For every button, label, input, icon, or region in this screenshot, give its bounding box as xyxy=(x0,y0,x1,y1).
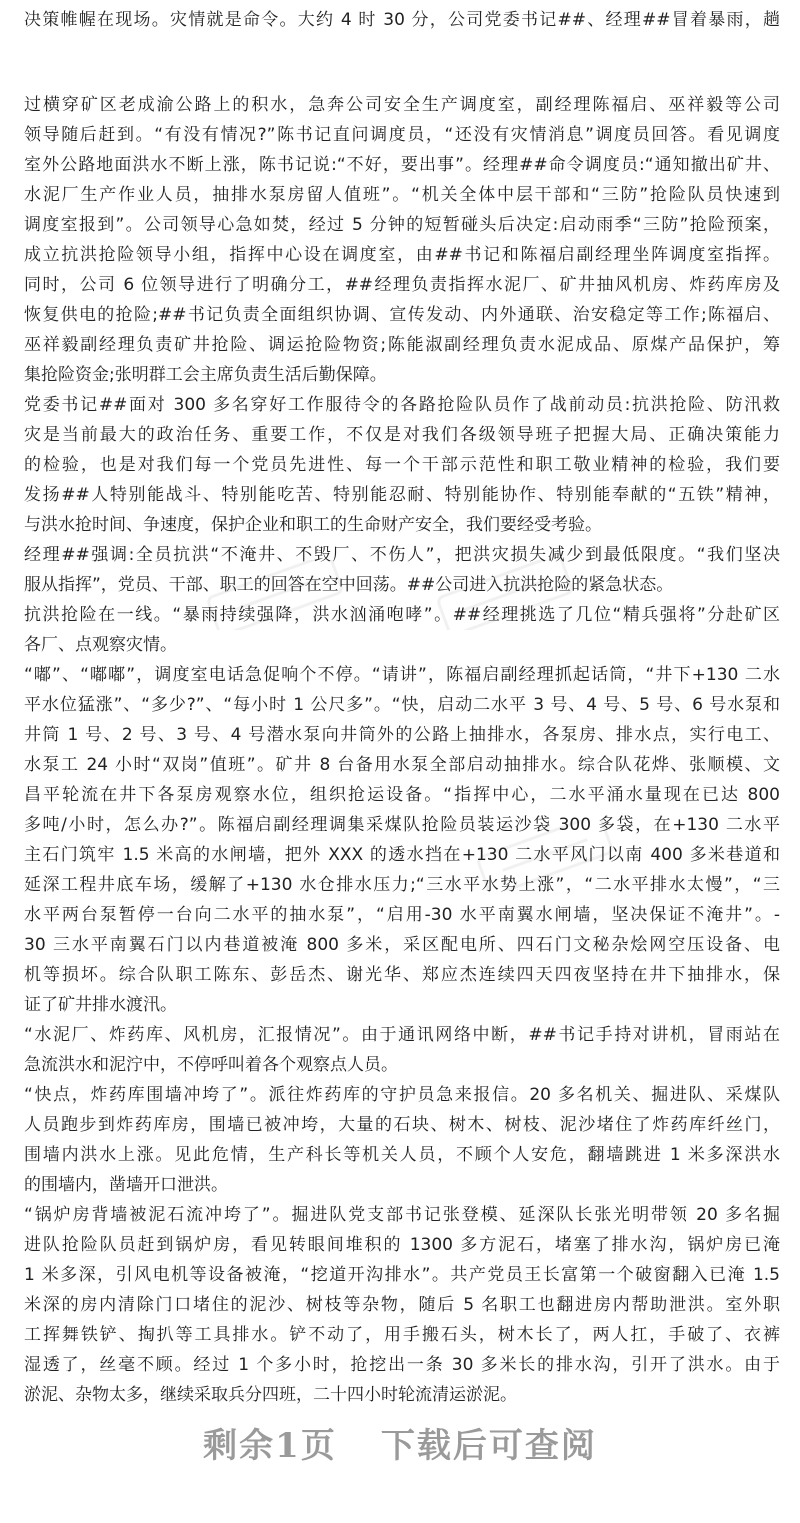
spacer xyxy=(24,40,780,90)
text-line: 30 三水平南翼石门以内巷道被淹 800 多米，采区配电所、四石门文秘杂烩网空压设备、电 xyxy=(24,935,780,955)
text-line: 水平两台泵暂停一台向二水平的抽水泵”，“启用-30 水平南翼水闸墙，坚决保证不淹井”。- xyxy=(24,905,780,925)
text-line: 服从指挥”，党员、干部、职工的回答在空中回荡。##公司进入抗洪抢险的紧急状态。 xyxy=(24,575,674,595)
text-line: 党委书记##面对 300 多名穿好工作服待令的各路抢险队员作了战前动员:抗洪抢险、防汛救 xyxy=(24,395,780,415)
text-line: 昌平轮流在井下各泵房观察水位，组织抢运设备。“指挥中心，二水平涌水量现在已达 800 xyxy=(24,785,780,805)
text-line: 湿透了，丝毫不顾。经过 1 个多小时，抢挖出一条 30 多米长的排水沟，引开了洪水。由于 xyxy=(24,1355,780,1375)
download-prompt[interactable] xyxy=(0,1418,800,1467)
text-line: 1 米多深，引风电机等设备被淹，“挖道开沟排水”。共产党员王长富第一个破窗翻入已淹 1.5 xyxy=(24,1265,780,1285)
download-to-view-label[interactable]: 下载后可查阅 xyxy=(380,1426,597,1466)
text-line: 井筒 1 号、2 号、3 号、4 号潜水泵向井筒外的公路上抽排水，各泵房、排水点，实行电工、 xyxy=(24,725,780,745)
text-line: 灾是当前最大的政治任务、重要工作，不仅是对我们各级领导班子把握大局、正确决策能力 xyxy=(24,425,780,445)
text-line: 领导随后赶到。“有没有情况?”陈书记直问调度员，“还没有灾情消息”调度员回答。看见调度 xyxy=(24,125,780,145)
text-line: 与洪水抢时间、争速度，保护企业和职工的生命财产安全，我们要经受考验。 xyxy=(24,515,602,535)
text-line: 的检验，也是对我们每一个党员先进性、每一个干部示范性和职工敬业精神的检验，我们要 xyxy=(24,455,780,475)
text-line: 调度室报到”。公司领导心急如焚，经过 5 分钟的短暂碰头后决定:启动雨季“三防”抢险预案， xyxy=(24,215,780,235)
text-line: 室外公路地面洪水不断上涨，陈书记说:“不好，要出事”。经理##命令调度员:“通知撤出矿井、 xyxy=(24,155,780,175)
text-line: “嘟”、“嘟嘟”，调度室电话急促响个不停。“请讲”，陈福启副经理抓起话筒，“井下+130 二水 xyxy=(24,665,780,685)
text-line: 成立抗洪抢险领导小组，指挥中心设在调度室，由##书记和陈福启副经理坐阵调度室指挥。 xyxy=(24,245,780,265)
text-line: 的围墙内，凿墙开口泄洪。 xyxy=(24,1175,228,1195)
text-line: “快点，炸药库围墙冲垮了”。派往炸药库的守护员急来报信。20 多名机关、掘进队、采煤队 xyxy=(24,1085,780,1105)
text-line: 抗洪抢险在一线。“暴雨持续强降，洪水汹涌咆哮”。##经理挑选了几位“精兵强将”分赴矿区 xyxy=(24,605,780,625)
text-line: 发扬##人特别能战斗、特别能吃苦、特别能忍耐、特别能协作、特别能奉献的“五铁”精神， xyxy=(24,485,780,505)
text-line: 同时，公司 6 位领导进行了明确分工，##经理负责指挥水泥厂、矿井抽风机房、炸药库房及 xyxy=(24,275,780,295)
text-line: 进队抢险队员赶到锅炉房，看见转眼间堆积的 1300 多方泥石，堵塞了排水沟，锅炉房已淹 xyxy=(24,1235,780,1255)
text-line: 工挥舞铁铲、掏扒等工具排水。铲不动了，用手搬石头，树木长了，两人扛，手破了、衣裤 xyxy=(24,1325,780,1345)
text-line: 多吨/小时，怎么办?”。陈福启副经理调集采煤队抢险员装运沙袋 300 多袋，在+130 二水平 xyxy=(24,815,780,835)
text-line: 各厂、点观察灾情。 xyxy=(24,635,177,655)
text-line: 巫祥毅副经理负责矿井抢险、调运抢险物资;陈能淑副经理负责水泥成品、原煤产品保护，筹 xyxy=(24,335,780,355)
text-line: 延深工程井底车场，缓解了+130 水仓排水压力;“三水平水势上涨”，“二水平排水太慢”，“三 xyxy=(24,875,780,895)
text-line: 恢复供电的抢险;##书记负责全面组织协调、宣传发动、内外通联、治安稳定等工作;陈福启、 xyxy=(24,305,780,325)
text-line: 机等损坏。综合队职工陈东、彭岳杰、谢光华、郑应杰连续四天四夜坚持在井下抽排水，保 xyxy=(24,965,780,985)
text-line: 决策帷幄在现场。灾情就是命令。大约 4 时 30 分，公司党委书记##、经理##冒着暴雨，趟 xyxy=(24,10,780,30)
remaining-pages-label[interactable]: 剩余1页 xyxy=(203,1426,337,1466)
text-line: 证了矿井排水渡汛。 xyxy=(24,995,177,1015)
text-line: 水泥厂生产作业人员，抽排水泵房留人值班”。“机关全体中层干部和“三防”抢险队员快速到 xyxy=(24,185,780,205)
text-line: 急流洪水和泥泞中，不停呼叫着各个观察点人员。 xyxy=(24,1055,398,1075)
text-line: 集抢险资金;张明群工会主席负责生活后勤保障。 xyxy=(24,365,387,385)
text-line: “锅炉房背墙被泥石流冲垮了”。掘进队党支部书记张登模、延深队长张光明带领 20 多名掘 xyxy=(24,1205,780,1225)
text-line: 过横穿矿区老成渝公路上的积水，急奔公司安全生产调度室，副经理陈福启、巫祥毅等公司 xyxy=(24,95,780,115)
text-line: 围墙内洪水上涨。见此危情，生产科长等机关人员，不顾个人安危，翻墙跳进 1 米多深洪水 xyxy=(24,1145,780,1165)
text-line: 主石门筑牢 1.5 米高的水闸墙，把外 XXX 的透水挡在+130 二水平风门以南 400 多米巷道和 xyxy=(24,845,780,865)
text-line: 米深的房内清除门口堵住的泥沙、树枝等杂物，随后 5 名职工也翻进房内帮助泄洪。室外职 xyxy=(24,1295,780,1315)
text-line: 水泵工 24 小时“双岗”值班”。矿井 8 台备用水泵全部启动抽排水。综合队花烨、张顺模、文 xyxy=(24,755,780,775)
text-line: 淤泥、杂物太多，继续采取兵分四班，二十四小时轮流清运淤泥。 xyxy=(24,1385,517,1405)
document-body xyxy=(24,0,780,1410)
text-line: “水泥厂、炸药库、风机房，汇报情况”。由于通讯网络中断，##书记手持对讲机，冒雨站在 xyxy=(24,1025,780,1045)
text-line: 经理##强调:全员抗洪“不淹井、不毁厂、不伤人”，把洪灾损失减少到最低限度。“我们坚决 xyxy=(24,545,780,565)
text-line: 人员跑步到炸药库房，围墙已被冲垮，大量的石块、树木、树枝、泥沙堵住了炸药库纤丝门， xyxy=(24,1115,780,1135)
text-line: 平水位猛涨”、“多少?”、“每小时 1 公尺多”。“快，启动二水平 3 号、4 号、5 号、6 号水泵和 xyxy=(24,695,780,715)
